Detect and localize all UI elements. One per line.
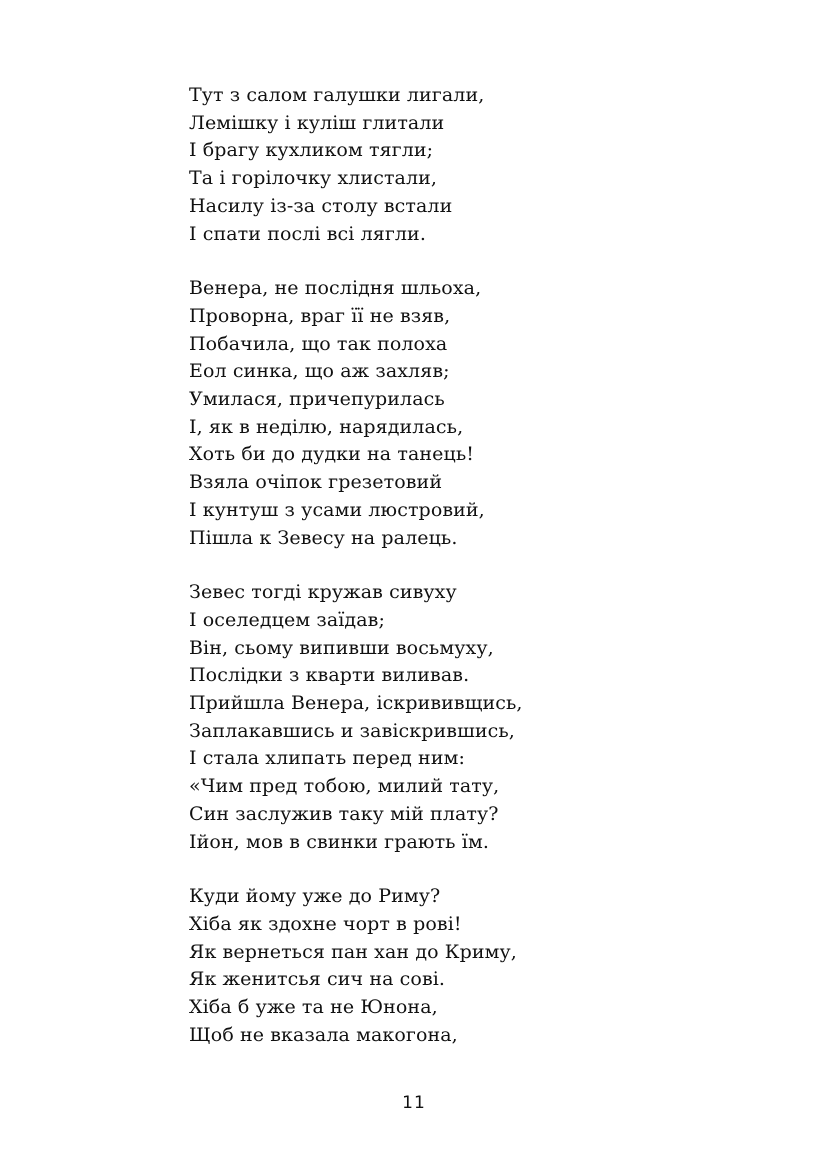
poem-line: І, як в неділю, нарядилась, bbox=[189, 415, 464, 438]
poem-line: Та і горілочку хлистали, bbox=[189, 167, 438, 190]
poem-line: Він, сьому випивши восьмуху, bbox=[189, 636, 494, 659]
poem-line: Хоть би до дудки на танець! bbox=[189, 443, 475, 466]
poem-line: Син заслужив таку мій плату? bbox=[189, 802, 499, 825]
page-number: 11 bbox=[402, 1093, 426, 1113]
stanza-4 bbox=[189, 883, 749, 1049]
poem-line: Проворна, враг її не взяв, bbox=[189, 304, 451, 327]
poem-line: І оселедцем заїдав; bbox=[189, 608, 385, 631]
poem-line: І кунтуш з усами люстровий, bbox=[189, 498, 485, 521]
stanza-1 bbox=[189, 82, 749, 248]
poem-line: І спати послі всі лягли. bbox=[189, 222, 426, 245]
poem-line: Взяла очіпок грезетовий bbox=[189, 471, 443, 494]
poem-line: Венера, не послідня шльоха, bbox=[189, 277, 482, 300]
poem-line: «Чим пред тобою, милий тату, bbox=[189, 775, 500, 798]
poem-line: Еол синка, що аж захляв; bbox=[189, 360, 450, 383]
poem-line: Як вернеться пан хан до Криму, bbox=[189, 940, 517, 963]
poem-line: Як женитсья сич на сові. bbox=[189, 968, 446, 991]
poem-line: Лемішку і куліш глитали bbox=[189, 111, 445, 134]
poem-line: Куди йому уже до Риму? bbox=[189, 885, 441, 908]
poem-line: Умилася, причепурилась bbox=[189, 388, 445, 411]
poem-line: І брагу кухликом тягли; bbox=[189, 139, 434, 162]
poem-line: Прийшла Венера, іскрививщись, bbox=[189, 692, 523, 715]
poem-line: Послідки з кварти виливав. bbox=[189, 664, 470, 687]
poem-line: Заплакавшись и завіскрившись, bbox=[189, 719, 515, 742]
poem-line: Щоб не вказала макогона, bbox=[189, 1023, 458, 1046]
poem-line: Ійон, мов в свинки грають їм. bbox=[189, 830, 489, 853]
poem-line: І стала хлипать перед ним: bbox=[189, 747, 465, 770]
poem-line: Тут з салом галушки лигали, bbox=[189, 84, 485, 106]
poem-line: Зевес тогді кружав сивуху bbox=[189, 581, 457, 604]
poem-line: Побачила, що так полоха bbox=[189, 332, 448, 355]
poem-text bbox=[189, 82, 749, 1077]
poem-line: Насилу із-за столу встали bbox=[189, 194, 453, 217]
poem-line: Пішла к Зевесу на ралець. bbox=[189, 526, 458, 549]
stanza-3 bbox=[189, 579, 749, 856]
stanza-2 bbox=[189, 275, 749, 552]
poem-line: Хіба як здохне чорт в рові! bbox=[189, 912, 462, 935]
poem-line: Хіба б уже та не Юнона, bbox=[189, 996, 438, 1019]
